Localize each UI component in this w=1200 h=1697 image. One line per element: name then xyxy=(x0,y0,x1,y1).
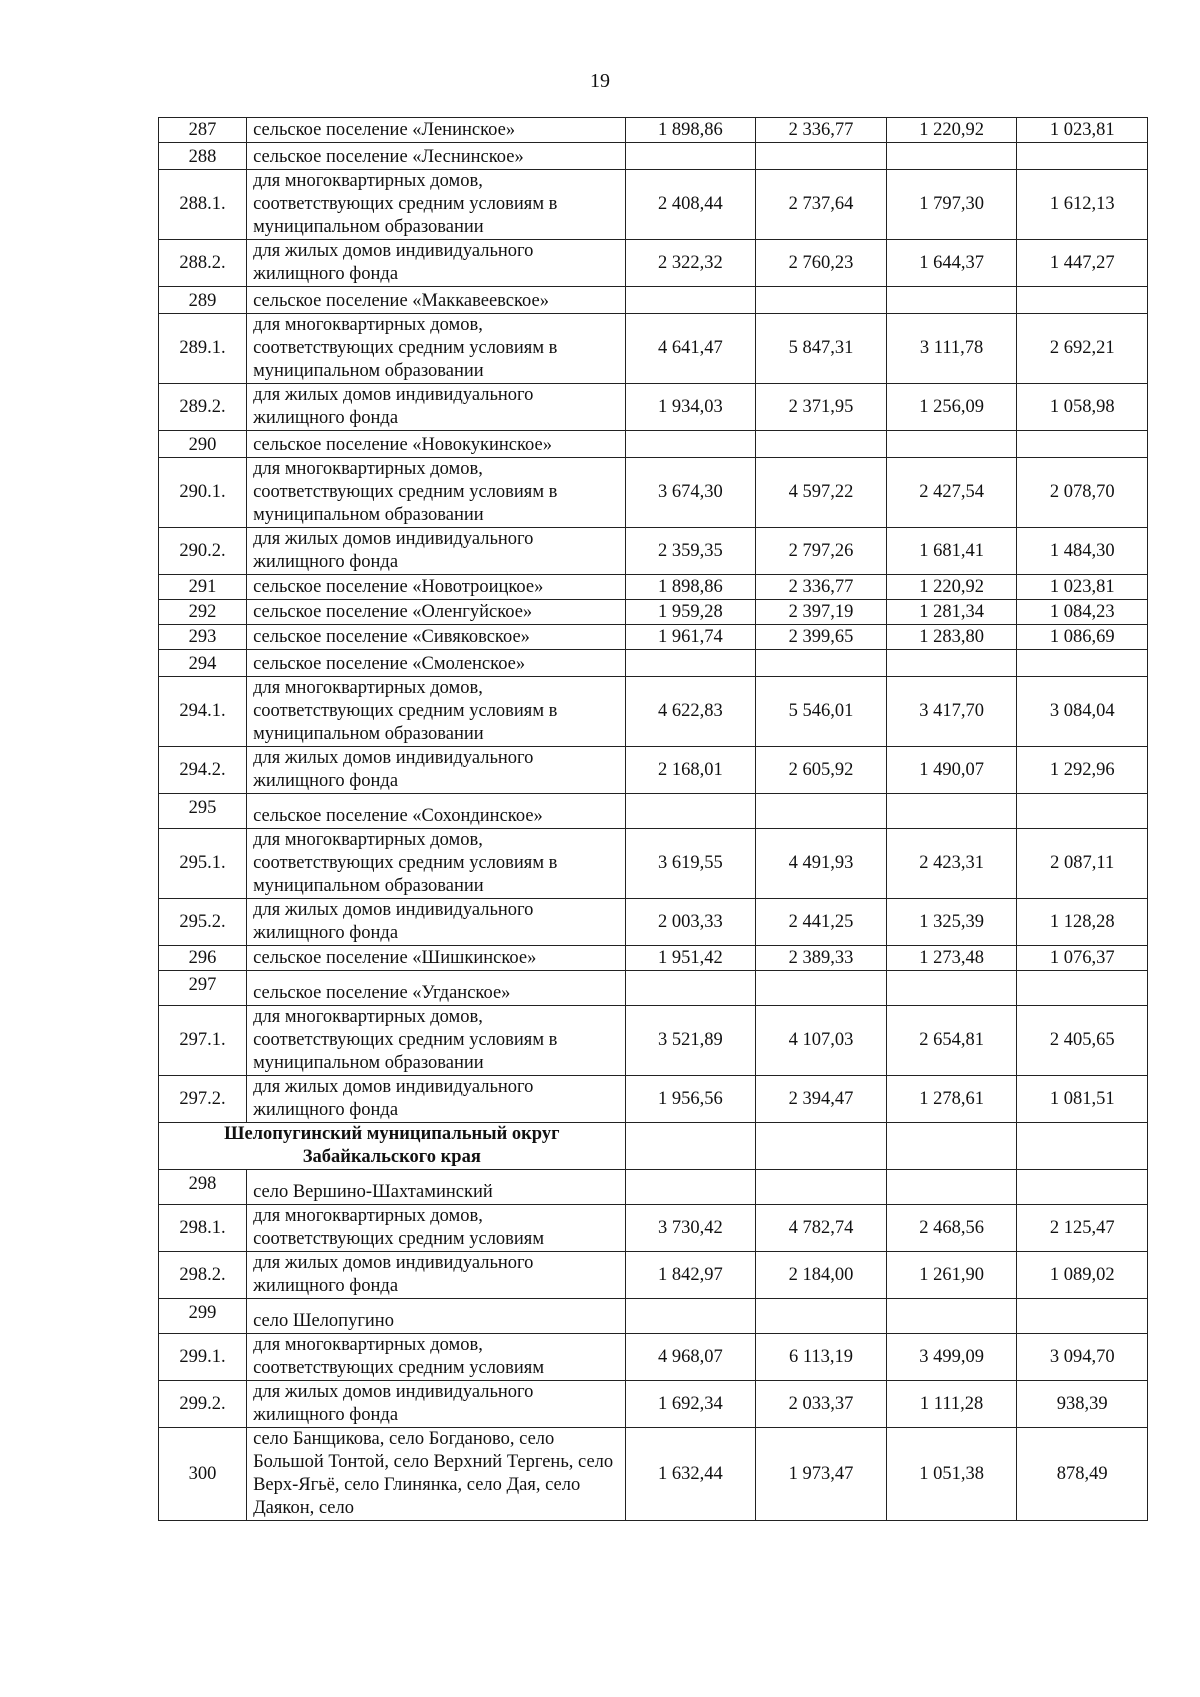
settlement-name: село Банщикова, село Богданово, село Большой Тонтой, село Верхний Тергень, село Верх-Ягьё, село Глинянка, село Дая, село Даякон, село xyxy=(247,1428,626,1521)
value-cell-1: 3 619,55 xyxy=(625,829,756,899)
value-cell-1 xyxy=(625,971,756,1006)
value-cell-3: 1 283,80 xyxy=(886,625,1017,650)
group-header-row xyxy=(159,287,1148,314)
value-cell-1: 4 968,07 xyxy=(625,1334,756,1381)
row-number: 295 xyxy=(159,794,247,829)
value-cell-1: 1 898,86 xyxy=(625,575,756,600)
value-cell-2 xyxy=(756,1170,887,1205)
table-row xyxy=(159,118,1148,143)
table-row xyxy=(159,575,1148,600)
row-number: 300 xyxy=(159,1428,247,1521)
value-cell-4: 1 023,81 xyxy=(1017,575,1148,600)
value-cell-3 xyxy=(886,650,1017,677)
value-cell-3: 1 325,39 xyxy=(886,899,1017,946)
value-cell-2: 2 336,77 xyxy=(756,575,887,600)
group-header-row xyxy=(159,143,1148,170)
row-number: 294.1. xyxy=(159,677,247,747)
value-cell-1: 2 322,32 xyxy=(625,240,756,287)
value-cell-3 xyxy=(886,971,1017,1006)
value-cell-2: 2 336,77 xyxy=(756,118,887,143)
settlement-name: сельское поселение «Ленинское» xyxy=(247,118,626,143)
row-number: 290.2. xyxy=(159,528,247,575)
table-row xyxy=(159,1006,1148,1076)
table-row xyxy=(159,747,1148,794)
value-cell-2: 6 113,19 xyxy=(756,1334,887,1381)
value-cell-3: 2 468,56 xyxy=(886,1205,1017,1252)
table-row xyxy=(159,829,1148,899)
value-cell-2: 2 371,95 xyxy=(756,384,887,431)
value-cell-2: 4 782,74 xyxy=(756,1205,887,1252)
value-cell-2: 2 605,92 xyxy=(756,747,887,794)
value-cell-4: 1 086,69 xyxy=(1017,625,1148,650)
row-number: 299.1. xyxy=(159,1334,247,1381)
value-cell-2 xyxy=(756,650,887,677)
value-cell-4: 1 292,96 xyxy=(1017,747,1148,794)
value-cell-4 xyxy=(1017,287,1148,314)
row-number: 288.2. xyxy=(159,240,247,287)
value-cell-1: 2 168,01 xyxy=(625,747,756,794)
tariff-table xyxy=(158,117,1148,1521)
value-cell-3: 2 654,81 xyxy=(886,1006,1017,1076)
value-cell-3: 1 490,07 xyxy=(886,747,1017,794)
value-cell-4: 2 125,47 xyxy=(1017,1205,1148,1252)
row-number: 293 xyxy=(159,625,247,650)
value-cell-2: 5 847,31 xyxy=(756,314,887,384)
table-row xyxy=(159,899,1148,946)
row-number: 298.2. xyxy=(159,1252,247,1299)
value-cell-3 xyxy=(886,431,1017,458)
row-number: 291 xyxy=(159,575,247,600)
row-number: 298 xyxy=(159,1170,247,1205)
settlement-name: село Вершино-Шахтаминский xyxy=(247,1170,626,1205)
value-cell-3: 1 273,48 xyxy=(886,946,1017,971)
value-cell-4: 2 692,21 xyxy=(1017,314,1148,384)
settlement-name: сельское поселение «Сивяковское» xyxy=(247,625,626,650)
value-cell-4 xyxy=(1017,1170,1148,1205)
group-header-row xyxy=(159,971,1148,1006)
value-cell-2: 2 394,47 xyxy=(756,1076,887,1123)
empty-cell xyxy=(625,1123,756,1170)
table-row xyxy=(159,1381,1148,1428)
value-cell-4 xyxy=(1017,1299,1148,1334)
value-cell-2: 4 107,03 xyxy=(756,1006,887,1076)
row-number: 289.1. xyxy=(159,314,247,384)
table-body xyxy=(159,118,1148,1521)
row-number: 299 xyxy=(159,1299,247,1334)
value-cell-4: 1 484,30 xyxy=(1017,528,1148,575)
value-cell-1: 3 730,42 xyxy=(625,1205,756,1252)
row-number: 298.1. xyxy=(159,1205,247,1252)
settlement-name: для жилых домов индивидуального жилищного фонда xyxy=(247,528,626,575)
value-cell-2 xyxy=(756,794,887,829)
table-row xyxy=(159,1205,1148,1252)
section-row xyxy=(159,1123,1148,1170)
value-cell-2 xyxy=(756,971,887,1006)
value-cell-3: 1 111,28 xyxy=(886,1381,1017,1428)
value-cell-3: 3 417,70 xyxy=(886,677,1017,747)
value-cell-3: 3 499,09 xyxy=(886,1334,1017,1381)
row-number: 290.1. xyxy=(159,458,247,528)
value-cell-2: 2 737,64 xyxy=(756,170,887,240)
value-cell-3: 1 644,37 xyxy=(886,240,1017,287)
group-header-row xyxy=(159,1299,1148,1334)
value-cell-3: 1 797,30 xyxy=(886,170,1017,240)
page-number: 19 xyxy=(590,70,610,92)
table-row xyxy=(159,314,1148,384)
settlement-name: село Шелопугино xyxy=(247,1299,626,1334)
value-cell-1: 4 622,83 xyxy=(625,677,756,747)
settlement-name: для жилых домов индивидуального жилищного фонда xyxy=(247,384,626,431)
value-cell-3: 1 681,41 xyxy=(886,528,1017,575)
value-cell-4: 1 081,51 xyxy=(1017,1076,1148,1123)
table-row xyxy=(159,677,1148,747)
row-number: 288.1. xyxy=(159,170,247,240)
value-cell-3: 1 220,92 xyxy=(886,118,1017,143)
value-cell-4: 2 087,11 xyxy=(1017,829,1148,899)
settlement-name: для многоквартирных домов, соответствующих средним условиям xyxy=(247,1334,626,1381)
value-cell-1 xyxy=(625,794,756,829)
row-number: 295.2. xyxy=(159,899,247,946)
value-cell-2: 2 797,26 xyxy=(756,528,887,575)
value-cell-4: 1 076,37 xyxy=(1017,946,1148,971)
value-cell-3 xyxy=(886,287,1017,314)
value-cell-4: 938,39 xyxy=(1017,1381,1148,1428)
table-row xyxy=(159,946,1148,971)
value-cell-4 xyxy=(1017,971,1148,1006)
value-cell-2: 2 399,65 xyxy=(756,625,887,650)
value-cell-3: 3 111,78 xyxy=(886,314,1017,384)
settlement-name: сельское поселение «Сохондинское» xyxy=(247,794,626,829)
table-row xyxy=(159,600,1148,625)
value-cell-4: 1 612,13 xyxy=(1017,170,1148,240)
settlement-name: сельское поселение «Маккавеевское» xyxy=(247,287,626,314)
value-cell-2 xyxy=(756,143,887,170)
value-cell-1: 3 674,30 xyxy=(625,458,756,528)
settlement-name: для многоквартирных домов, соответствующих средним условиям в муниципальном образовании xyxy=(247,314,626,384)
value-cell-4: 1 089,02 xyxy=(1017,1252,1148,1299)
value-cell-4: 3 094,70 xyxy=(1017,1334,1148,1381)
value-cell-3 xyxy=(886,1170,1017,1205)
row-number: 295.1. xyxy=(159,829,247,899)
settlement-name: для жилых домов индивидуального жилищного фонда xyxy=(247,1252,626,1299)
settlement-name: сельское поселение «Новокукинское» xyxy=(247,431,626,458)
empty-cell xyxy=(886,1123,1017,1170)
value-cell-1: 2 359,35 xyxy=(625,528,756,575)
value-cell-1: 1 842,97 xyxy=(625,1252,756,1299)
value-cell-2: 2 760,23 xyxy=(756,240,887,287)
row-number: 299.2. xyxy=(159,1381,247,1428)
settlement-name: для многоквартирных домов, соответствующих средним условиям в муниципальном образовании xyxy=(247,829,626,899)
empty-cell xyxy=(1017,1123,1148,1170)
settlement-name: сельское поселение «Шишкинское» xyxy=(247,946,626,971)
value-cell-1: 1 934,03 xyxy=(625,384,756,431)
value-cell-4: 2 078,70 xyxy=(1017,458,1148,528)
value-cell-1 xyxy=(625,1170,756,1205)
settlement-name: для жилых домов индивидуального жилищного фонда xyxy=(247,240,626,287)
value-cell-1: 1 961,74 xyxy=(625,625,756,650)
table-row xyxy=(159,625,1148,650)
row-number: 297.1. xyxy=(159,1006,247,1076)
settlement-name: для жилых домов индивидуального жилищного фонда xyxy=(247,747,626,794)
row-number: 297.2. xyxy=(159,1076,247,1123)
value-cell-1: 1 692,34 xyxy=(625,1381,756,1428)
settlement-name: сельское поселение «Оленгуйское» xyxy=(247,600,626,625)
value-cell-1 xyxy=(625,287,756,314)
value-cell-4: 1 023,81 xyxy=(1017,118,1148,143)
empty-cell xyxy=(756,1123,887,1170)
value-cell-1 xyxy=(625,650,756,677)
value-cell-2: 2 441,25 xyxy=(756,899,887,946)
value-cell-4: 2 405,65 xyxy=(1017,1006,1148,1076)
table-row xyxy=(159,1428,1148,1521)
value-cell-3: 1 051,38 xyxy=(886,1428,1017,1521)
row-number: 294.2. xyxy=(159,747,247,794)
settlement-name: для многоквартирных домов, соответствующих средним условиям в муниципальном образовании xyxy=(247,170,626,240)
value-cell-4: 1 447,27 xyxy=(1017,240,1148,287)
value-cell-3 xyxy=(886,143,1017,170)
section-title: Шелопугинский муниципальный округ Забайкальского края xyxy=(159,1123,626,1170)
row-number: 294 xyxy=(159,650,247,677)
value-cell-2: 2 397,19 xyxy=(756,600,887,625)
row-number: 290 xyxy=(159,431,247,458)
group-header-row xyxy=(159,650,1148,677)
value-cell-1: 2 003,33 xyxy=(625,899,756,946)
group-header-row xyxy=(159,431,1148,458)
value-cell-3: 1 261,90 xyxy=(886,1252,1017,1299)
row-number: 296 xyxy=(159,946,247,971)
table-row xyxy=(159,458,1148,528)
settlement-name: сельское поселение «Смоленское» xyxy=(247,650,626,677)
value-cell-3: 1 278,61 xyxy=(886,1076,1017,1123)
value-cell-1: 1 956,56 xyxy=(625,1076,756,1123)
value-cell-3: 2 423,31 xyxy=(886,829,1017,899)
value-cell-2: 5 546,01 xyxy=(756,677,887,747)
value-cell-2: 4 491,93 xyxy=(756,829,887,899)
value-cell-2 xyxy=(756,1299,887,1334)
row-number: 289.2. xyxy=(159,384,247,431)
value-cell-1: 1 951,42 xyxy=(625,946,756,971)
value-cell-2: 2 389,33 xyxy=(756,946,887,971)
settlement-name: для жилых домов индивидуального жилищного фонда xyxy=(247,1381,626,1428)
row-number: 292 xyxy=(159,600,247,625)
value-cell-1: 1 898,86 xyxy=(625,118,756,143)
value-cell-4: 3 084,04 xyxy=(1017,677,1148,747)
group-header-row xyxy=(159,1170,1148,1205)
value-cell-4 xyxy=(1017,431,1148,458)
value-cell-2 xyxy=(756,431,887,458)
settlement-name: для многоквартирных домов, соответствующих средним условиям xyxy=(247,1205,626,1252)
table-row xyxy=(159,240,1148,287)
value-cell-2: 2 033,37 xyxy=(756,1381,887,1428)
table-row xyxy=(159,384,1148,431)
value-cell-3: 1 220,92 xyxy=(886,575,1017,600)
settlement-name: сельское поселение «Угданское» xyxy=(247,971,626,1006)
table-row xyxy=(159,1334,1148,1381)
settlement-name: сельское поселение «Новотроицкое» xyxy=(247,575,626,600)
table-row xyxy=(159,528,1148,575)
group-header-row xyxy=(159,794,1148,829)
table-row xyxy=(159,1252,1148,1299)
settlement-name: для жилых домов индивидуального жилищного фонда xyxy=(247,899,626,946)
value-cell-4: 1 084,23 xyxy=(1017,600,1148,625)
value-cell-1 xyxy=(625,1299,756,1334)
value-cell-2: 1 973,47 xyxy=(756,1428,887,1521)
value-cell-1 xyxy=(625,431,756,458)
value-cell-4 xyxy=(1017,143,1148,170)
row-number: 289 xyxy=(159,287,247,314)
settlement-name: для жилых домов индивидуального жилищного фонда xyxy=(247,1076,626,1123)
value-cell-4 xyxy=(1017,650,1148,677)
settlement-name: для многоквартирных домов, соответствующих средним условиям в муниципальном образовании xyxy=(247,458,626,528)
value-cell-1: 1 959,28 xyxy=(625,600,756,625)
value-cell-3: 2 427,54 xyxy=(886,458,1017,528)
value-cell-4: 878,49 xyxy=(1017,1428,1148,1521)
row-number: 297 xyxy=(159,971,247,1006)
value-cell-3: 1 256,09 xyxy=(886,384,1017,431)
value-cell-1: 1 632,44 xyxy=(625,1428,756,1521)
value-cell-1: 3 521,89 xyxy=(625,1006,756,1076)
table-row xyxy=(159,170,1148,240)
value-cell-2: 4 597,22 xyxy=(756,458,887,528)
table-row xyxy=(159,1076,1148,1123)
value-cell-1: 2 408,44 xyxy=(625,170,756,240)
settlement-name: сельское поселение «Леснинское» xyxy=(247,143,626,170)
value-cell-2 xyxy=(756,287,887,314)
value-cell-3 xyxy=(886,1299,1017,1334)
value-cell-4: 1 058,98 xyxy=(1017,384,1148,431)
row-number: 288 xyxy=(159,143,247,170)
value-cell-4: 1 128,28 xyxy=(1017,899,1148,946)
value-cell-2: 2 184,00 xyxy=(756,1252,887,1299)
value-cell-3: 1 281,34 xyxy=(886,600,1017,625)
settlement-name: для многоквартирных домов, соответствующих средним условиям в муниципальном образовании xyxy=(247,677,626,747)
settlement-name: для многоквартирных домов, соответствующих средним условиям в муниципальном образовании xyxy=(247,1006,626,1076)
value-cell-1: 4 641,47 xyxy=(625,314,756,384)
value-cell-3 xyxy=(886,794,1017,829)
row-number: 287 xyxy=(159,118,247,143)
value-cell-4 xyxy=(1017,794,1148,829)
value-cell-1 xyxy=(625,143,756,170)
